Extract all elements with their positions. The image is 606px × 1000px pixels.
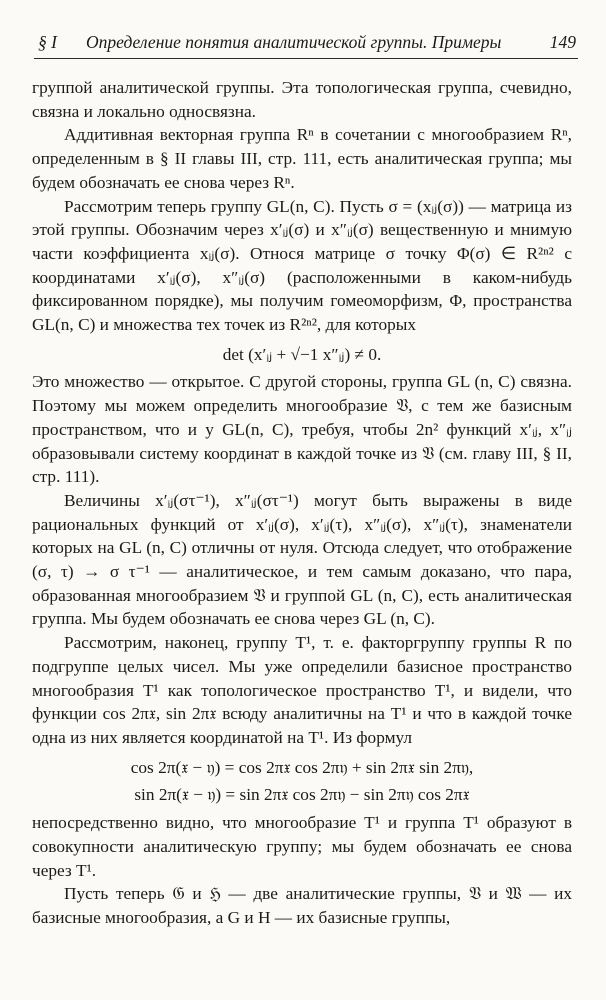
running-header — [38, 32, 576, 54]
page-body — [32, 76, 572, 930]
paragraph-2: Аддитивная векторная группа Rⁿ в сочетании с многообразием Rⁿ, определенным в § II главы III, стр. 111, есть аналитическая группа; мы будем обозначать ее снова через Rⁿ. — [32, 125, 572, 192]
section-mark: § I — [38, 32, 57, 52]
running-title: Определение понятия аналитической группы. Примеры — [86, 32, 502, 52]
paragraph-5: Величины x′ᵢⱼ(στ⁻¹), x″ᵢⱼ(στ⁻¹) могут быть выражены в виде рациональных функций от x′ᵢⱼ(σ), x′ᵢⱼ(τ), x″ᵢⱼ(σ), x″ᵢⱼ(τ), знаменатели которых на GL (n, C) отличны от нуля. Отсюда следует, что отображение (σ, τ) → σ τ⁻¹ — аналитическое, и тем самым доказано, что пара, образованная многообразием 𝔙 и группой GL (n, C), есть аналитическая группа. Мы будем обозначать ее снова через GL (n, C). — [32, 490, 572, 629]
paragraph-6: Рассмотрим, наконец, группу T¹, т. е. факторгруппу группы R по подгруппе целых чисел. Мы уже определили базисное пространство многообразия T¹ как топологическое пространство T¹, и видели, что функции cos 2π𝔵, sin 2π𝔵 всюду аналитичны на T¹ и что в каждой точке одна из них является координатой на T¹. Из формул — [32, 633, 572, 747]
paragraph-1: группой аналитической группы. Эта топологическая группа, счевидно, связна и локально односвязна. — [32, 78, 572, 121]
paragraph-3: Рассмотрим теперь группу GL(n, C). Пусть σ = (xᵢⱼ(σ)) — матрица из этой группы. Обозначим через x′ᵢⱼ(σ) и x″ᵢⱼ(σ) вещественную и мнимую части коэффициента xᵢⱼ(σ). Относя матрице σ точку Φ(σ) ∈ R²ⁿ² с координатами x′ᵢⱼ(σ), x″ᵢⱼ(σ) (расположенными в каком-нибудь фиксированном порядке), мы получим гомеоморфизм, Φ, пространства GL(n, C) и множества тех точек из R²ⁿ², для которых — [32, 196, 572, 335]
paragraph-4: Это множество — открытое. С другой стороны, группа GL (n, C) связна. Поэтому мы можем определить многообразие 𝔙, с тем же базисным пространством, что и у GL(n, C), требуя, чтобы 2n² функций x′ᵢⱼ, x″ᵢⱼ образовывали систему координат в каждой точке из 𝔙 (см. главу III, § II, стр. 111). — [32, 372, 572, 487]
formula-det: det (x′ᵢⱼ + √−1 x″ᵢⱼ) ≠ 0. — [222, 344, 382, 364]
formula-sin: sin 2π(𝔵 − 𝔶) = sin 2π𝔵 cos 2π𝔶 − sin 2π𝔶 cos 2π𝔵 — [134, 785, 470, 805]
paragraph-7: непосредственно видно, что многообразие T¹ и группа T¹ образуют в совокупности аналитическую группу; мы будем обозначать ее снова через T¹. — [32, 813, 572, 880]
header-rule — [34, 58, 578, 59]
formula-cos: cos 2π(𝔵 − 𝔶) = cos 2π𝔵 cos 2π𝔶 + sin 2π𝔵 sin 2π𝔶, — [130, 757, 474, 777]
page-number: 149 — [549, 32, 576, 52]
paragraph-8: Пусть теперь 𝔊 и ℌ — две аналитические группы, 𝔙 и 𝔚 — их базисные многообразия, а G и H — их базисные группы, — [32, 884, 572, 927]
